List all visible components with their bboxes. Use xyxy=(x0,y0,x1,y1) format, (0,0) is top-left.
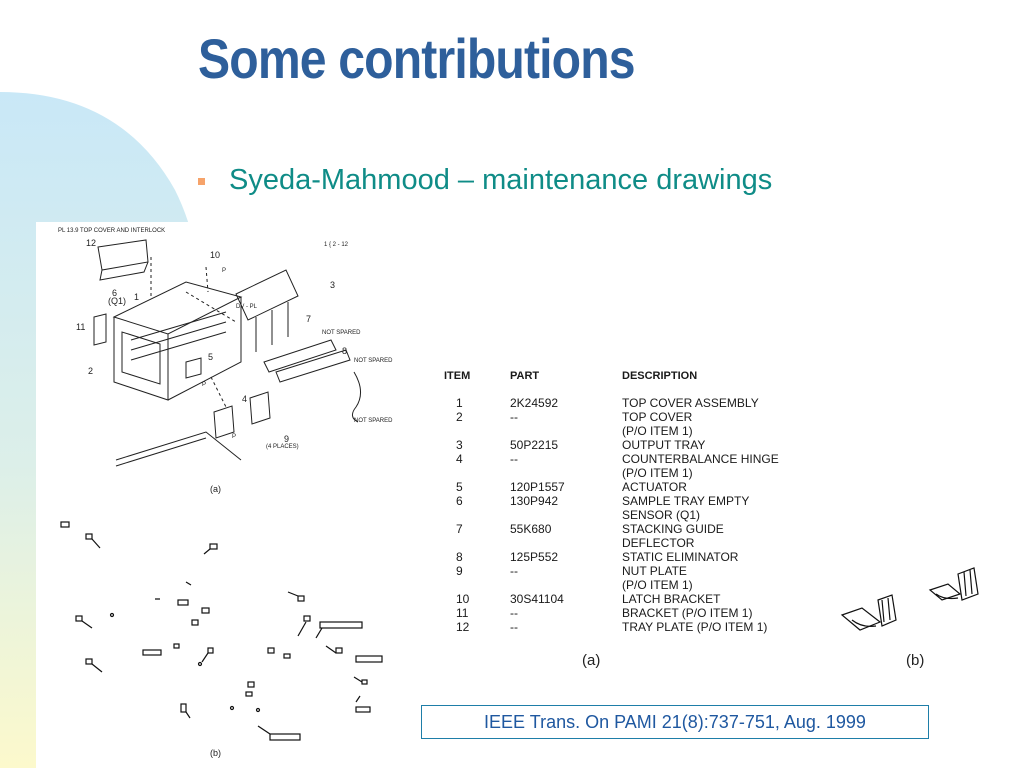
part-cell: 120P1557 xyxy=(510,480,565,494)
description-cell: TOP COVER xyxy=(622,410,693,424)
table-row xyxy=(444,480,779,494)
callout-4-places: (4 PLACES) xyxy=(266,444,299,450)
callout-4: 4 xyxy=(242,394,248,404)
hinge-drawing-icon xyxy=(832,560,992,650)
part-cell: 55K680 xyxy=(510,522,552,536)
item-cell: 10 xyxy=(456,592,470,606)
table-row xyxy=(444,452,779,466)
item-cell: 4 xyxy=(456,452,463,466)
table-row xyxy=(444,424,779,438)
callout-p-3: P xyxy=(232,434,237,440)
item-cell: 6 xyxy=(456,494,463,508)
slide-title: Some contributions xyxy=(198,27,635,90)
item-cell: 9 xyxy=(456,564,463,578)
description-cell: BRACKET (P/O ITEM 1) xyxy=(622,606,753,620)
description-cell: NUT PLATE xyxy=(622,564,687,578)
part-cell: -- xyxy=(510,410,518,424)
callout-10: 10 xyxy=(210,250,221,260)
header-part: PART xyxy=(510,370,540,382)
table-row xyxy=(444,550,779,564)
header-item: ITEM xyxy=(444,370,471,382)
callout-12: 12 xyxy=(86,238,97,248)
table-row xyxy=(444,564,779,578)
table-row xyxy=(444,494,779,508)
callout-not-spared-3: NOT SPARED xyxy=(354,418,393,424)
table-row xyxy=(444,466,779,480)
drawing-ref-code: 1 { 2 - 12 xyxy=(324,242,349,248)
part-cell: 2K24592 xyxy=(510,396,559,410)
callout-9: 9 xyxy=(284,434,290,444)
table-row xyxy=(444,592,779,606)
callout-7: 7 xyxy=(306,314,312,324)
callout-6: 6 xyxy=(112,288,118,298)
description-cell: STATIC ELIMINATOR xyxy=(622,550,739,564)
part-cell: -- xyxy=(510,564,518,578)
table-row xyxy=(444,508,779,522)
maintenance-drawing-panel xyxy=(36,222,392,768)
item-cell xyxy=(444,508,510,522)
part-cell: -- xyxy=(510,620,518,634)
item-cell: 1 xyxy=(456,396,463,410)
part-cell: 30S41104 xyxy=(510,592,564,606)
table-row xyxy=(444,410,779,424)
table-row xyxy=(444,396,779,410)
table-caption-b: (b) xyxy=(906,652,925,669)
figure-a-caption: (a) xyxy=(210,484,221,494)
item-cell: 5 xyxy=(456,480,463,494)
part-cell: 50P2215 xyxy=(510,438,559,452)
drawing-header: PL 13.9 TOP COVER AND INTERLOCK xyxy=(58,228,166,234)
callout-1: 1 xyxy=(134,292,140,302)
description-cell: TOP COVER ASSEMBLY xyxy=(622,396,759,410)
citation-box: IEEE Trans. On PAMI 21(8):737-751, Aug. 1999 xyxy=(421,705,929,739)
callout-2: 2 xyxy=(88,366,94,376)
table-row xyxy=(444,578,779,592)
description-cell: LATCH BRACKET xyxy=(622,592,721,606)
description-cell: ACTUATOR xyxy=(622,480,687,494)
item-cell xyxy=(444,578,510,592)
item-cell xyxy=(444,536,510,550)
part-cell: 125P552 xyxy=(510,550,559,564)
part-cell: 130P942 xyxy=(510,494,559,508)
table-row xyxy=(444,620,779,634)
callout-not-spared-1: NOT SPARED xyxy=(322,330,361,336)
feature-map-drawing xyxy=(36,222,392,768)
description-cell: (P/O ITEM 1) xyxy=(622,424,693,438)
part-cell xyxy=(510,424,622,438)
callout-p-2: P xyxy=(202,382,207,388)
part-cell xyxy=(510,536,622,550)
part-cell: -- xyxy=(510,606,518,620)
description-cell: (P/O ITEM 1) xyxy=(622,578,693,592)
bullet-marker xyxy=(198,178,205,185)
parts-list-panel xyxy=(420,360,980,690)
callout-not-spared-2: NOT SPARED xyxy=(354,358,393,364)
part-cell xyxy=(510,578,622,592)
item-cell: 3 xyxy=(456,438,463,452)
item-cell: 11 xyxy=(456,606,469,620)
callout-11: 11 xyxy=(76,322,86,332)
description-cell: (P/O ITEM 1) xyxy=(622,466,693,480)
table-caption-a: (a) xyxy=(582,652,601,669)
bullet-text: Syeda-Mahmood – maintenance drawings xyxy=(229,164,773,196)
callout-8: 8 xyxy=(342,346,348,356)
callout-p-1: P xyxy=(222,268,227,274)
description-cell: COUNTERBALANCE HINGE xyxy=(622,452,779,466)
bullet-item xyxy=(198,164,772,197)
table-header-row xyxy=(444,370,779,396)
table-row xyxy=(444,606,779,620)
callout-5: 5 xyxy=(208,352,214,362)
item-cell: 2 xyxy=(456,410,463,424)
part-cell: -- xyxy=(510,452,518,466)
description-cell: DEFLECTOR xyxy=(622,536,695,550)
callout-q1: (Q1) xyxy=(108,296,126,306)
table-row xyxy=(444,522,779,536)
table-row xyxy=(444,438,779,452)
item-cell: 7 xyxy=(456,522,463,536)
callout-3: 3 xyxy=(330,280,336,290)
item-cell xyxy=(444,424,510,438)
header-description: DESCRIPTION xyxy=(622,370,698,382)
parts-table-body xyxy=(444,396,779,634)
item-cell xyxy=(444,466,510,480)
part-cell xyxy=(510,466,622,480)
description-cell: STACKING GUIDE xyxy=(622,522,724,536)
description-cell: SENSOR (Q1) xyxy=(622,508,701,522)
table-row xyxy=(444,536,779,550)
item-cell: 8 xyxy=(456,550,463,564)
part-cell xyxy=(510,508,622,522)
parts-table xyxy=(444,370,779,634)
description-cell: OUTPUT TRAY xyxy=(622,438,706,452)
callout-dv-pl: DV - PL xyxy=(236,304,258,310)
figure-b-caption: (b) xyxy=(210,748,221,758)
description-cell: TRAY PLATE (P/O ITEM 1) xyxy=(622,620,768,634)
description-cell: SAMPLE TRAY EMPTY xyxy=(622,494,750,508)
item-cell: 12 xyxy=(456,620,470,634)
